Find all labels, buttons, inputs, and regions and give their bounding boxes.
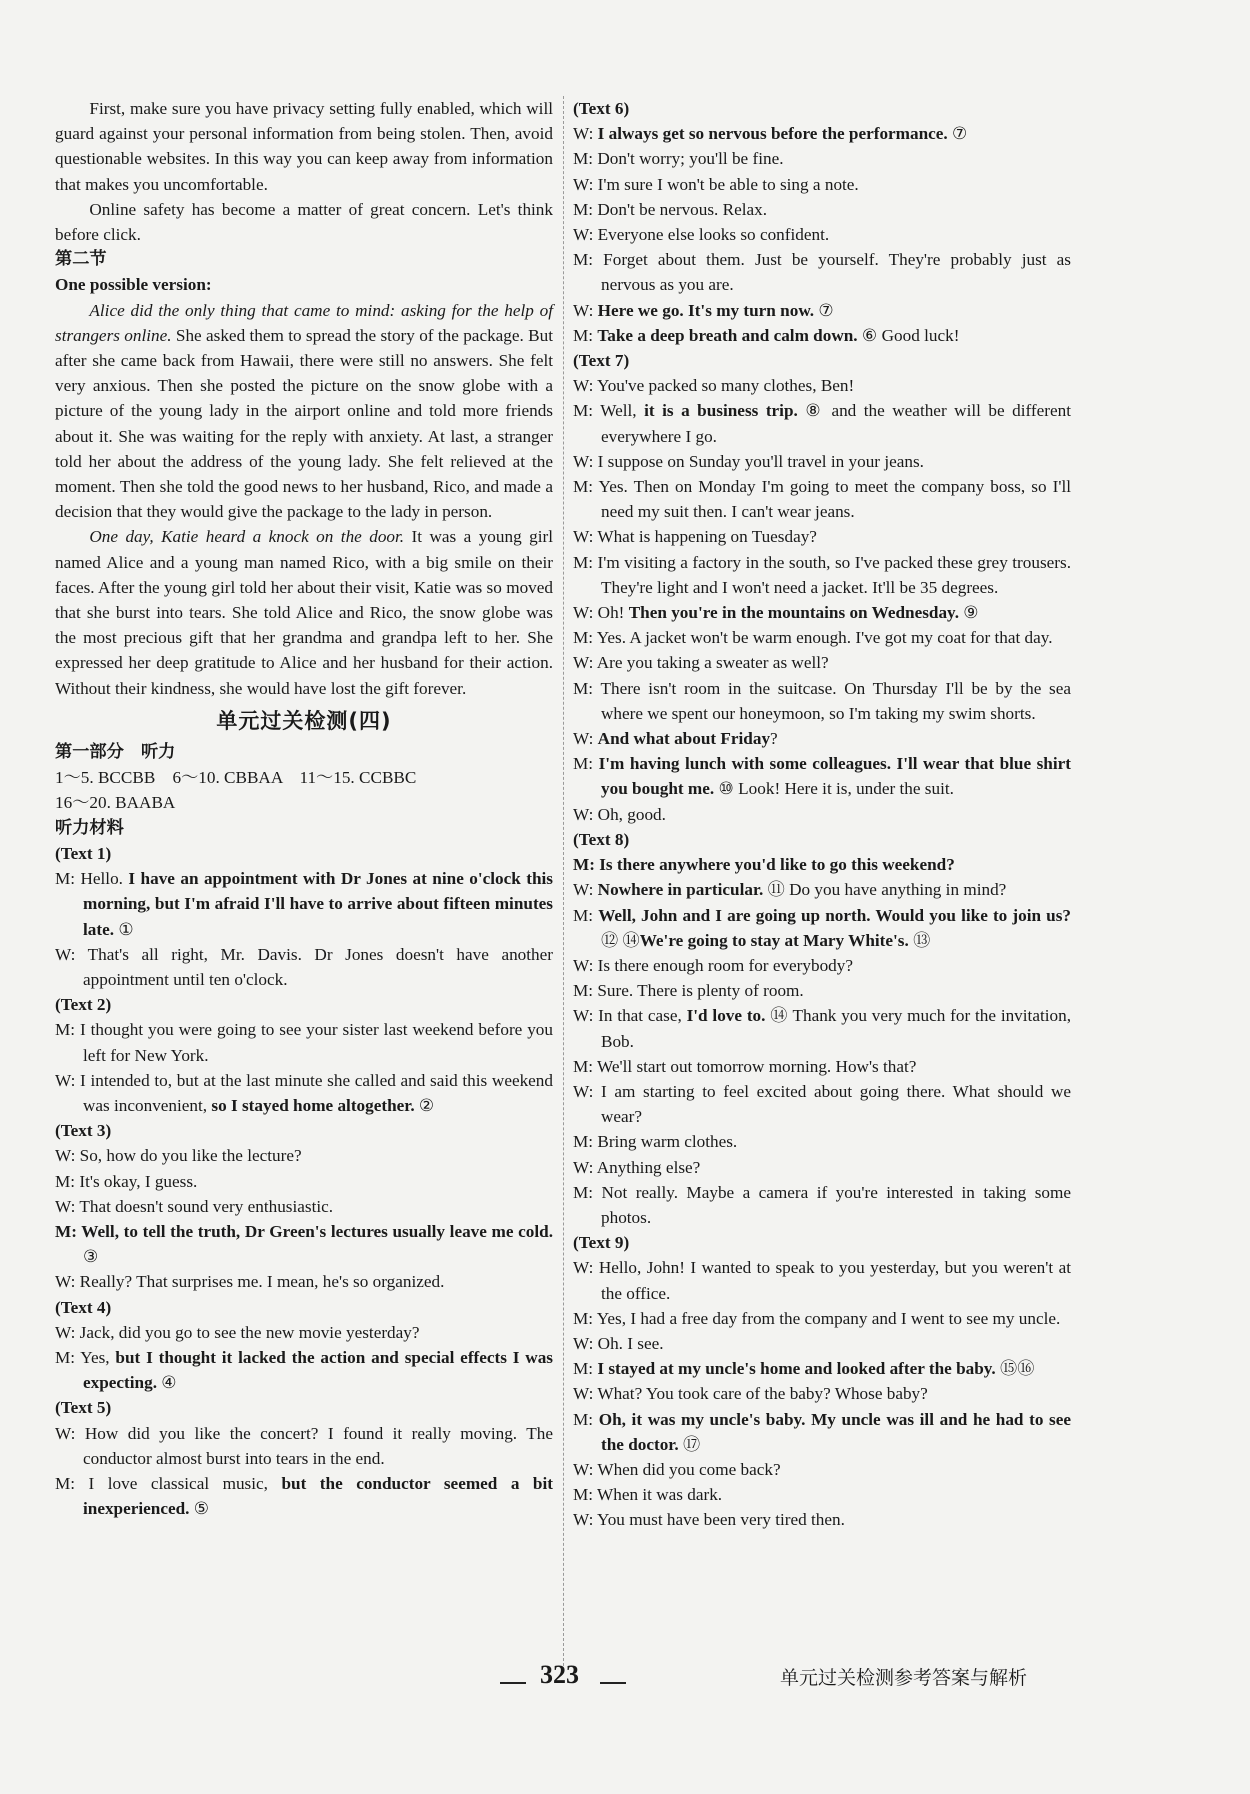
marker: ① — [114, 919, 134, 939]
column-divider — [563, 96, 564, 1666]
key-sentence: I have an appointment with Dr Jones at nine o'clock this morning, but I'm afraid I'll have to arrive about fifteen minutes late. — [83, 869, 553, 939]
paragraph: Online safety has become a matter of great concern. Let's think before click. — [55, 199, 553, 245]
page-number: 323 — [540, 1660, 579, 1689]
text-label: (Text 2) — [55, 995, 112, 1015]
marker: ⑰ — [678, 1434, 701, 1454]
dialogue-line: W: Oh. I see. — [573, 1333, 664, 1353]
dialogue-line: M: Forget about them. Just be yourself. They're probably just as nervous as you are. — [573, 250, 1071, 295]
dialogue-line — [55, 866, 553, 942]
speaker-text: M: Hello. — [55, 869, 129, 889]
dialogue-line: M: Yes. Then on Monday I'm going to meet the company boss, so I'll need my suit then. I can't wear jeans. — [573, 477, 1071, 522]
speaker-text: M: — [573, 325, 598, 345]
materials-heading: 听力材料 — [55, 817, 124, 838]
dialogue-line: M: I'm visiting a factory in the south, so I've packed these grey trousers. They're light and I won't need a jacket. It'll be 35 degrees. — [573, 552, 1071, 597]
dialogue-line: M: Is there anywhere you'd like to go this weekend? — [573, 855, 955, 875]
paragraph-text: It was a young girl named Alice and a young man named Rico, with a big smile on their faces. After the young girl told her about their visit, Katie was so moved that she burst into tears. She told Alice and Rico, the snow globe was the most precious gift that her grandma and grandpa left to her. She expressed her deep gratitude to Alice and her husband for their action. Without their kindness, she would have lost the gift forever. — [55, 527, 553, 698]
dialogue-line: W: Hello, John! I wanted to speak to you yesterday, but you weren't at the office. — [573, 1258, 1071, 1303]
key-sentence: Take a deep breath and calm down. — [597, 325, 858, 345]
dialogue-line: W: What? You took care of the baby? Whose baby? — [573, 1384, 928, 1404]
paragraph-text: She asked them to spread the story of the package. But after she came back from Hawaii, there were still no answers. She felt very anxious. Then she posted the picture on the snow globe with a picture of the young lady in the airport online and told more friends about it. She was waiting for the reply with anxiety. At last, a stranger told her about the address of the young lady. She felt relieved at the moment. Then she told the good news to her husband, Rico, and made a decision that they would give the package to the lady in person. — [55, 325, 553, 522]
dialogue-line: W: Oh, good. — [573, 804, 666, 824]
dialogue-line — [573, 1003, 1071, 1053]
dialogue-line: M: We'll start out tomorrow morning. How's that? — [573, 1056, 917, 1076]
speaker-text: W: In that case, — [573, 1006, 687, 1026]
marker: ⑭ Thank you very much for the invitation, Bob. — [601, 1006, 1071, 1051]
dialogue-line — [573, 600, 1071, 625]
marker: ③ — [83, 1247, 99, 1267]
paragraph: First, make sure you have privacy setting fully enabled, which will guard against your personal information from being stolen. Then, avoid questionable websites. In this way you can keep away from information that makes you uncomfortable. — [55, 99, 553, 194]
key-sentence: Then you're in the mountains on Wednesday. — [628, 603, 959, 623]
key-sentence: And what about Friday — [597, 729, 771, 749]
dialogue-line: M: Sure. There is plenty of room. — [573, 981, 804, 1001]
dialogue-line: M: Yes. A jacket won't be warm enough. I've got my coat for that day. — [573, 628, 1053, 648]
text-label: (Text 8) — [573, 829, 630, 849]
dialogue-line — [55, 1345, 553, 1395]
dialogue-line: W: What is happening on Tuesday? — [573, 527, 817, 547]
marker: ? — [770, 729, 778, 749]
key-sentence: so I stayed home altogether. — [211, 1095, 415, 1115]
key-sentence: I always get so nervous before the performance. — [597, 124, 948, 144]
speaker-text: W: — [573, 124, 598, 144]
paragraph — [55, 524, 553, 700]
dialogue-line: M: Don't be nervous. Relax. — [573, 199, 768, 219]
dialogue-line — [573, 1356, 1071, 1381]
answer-key-line: 16～20. BAABA — [55, 793, 176, 813]
dialogue-line: W: Really? That surprises me. I mean, he's so organized. — [55, 1272, 445, 1292]
text-label: (Text 7) — [573, 351, 630, 371]
text-label: (Text 9) — [573, 1233, 630, 1253]
dialogue-line: W: Are you taking a sweater as well? — [573, 653, 829, 673]
unit-test-title: 单元过关检测(四) — [216, 708, 392, 733]
marker: ⑤ — [189, 1499, 210, 1519]
speaker-text: W: — [573, 300, 598, 320]
dialogue-line: W: I'm sure I won't be able to sing a note. — [573, 174, 859, 194]
marker: ④ — [157, 1373, 177, 1393]
key-sentence: Well, John and I are going up north. Would you like to join us? — [598, 905, 1072, 925]
speaker-text: M: — [573, 1359, 598, 1379]
speaker-text: W: — [573, 729, 598, 749]
dialogue-line — [573, 398, 1071, 448]
speaker-text: M: — [573, 905, 599, 925]
italic-opening: Alice did the only thing that came to mind: asking for the help of strangers online. — [55, 300, 553, 345]
marker: ⑪ Do you have anything in mind? — [763, 880, 1007, 900]
dialogue-line — [573, 726, 1071, 751]
text-label: (Text 4) — [55, 1297, 112, 1317]
speaker-text: M: — [573, 754, 599, 774]
dialogue-line: M: Bring warm clothes. — [573, 1132, 738, 1152]
dialogue-line: W: I suppose on Sunday you'll travel in your jeans. — [573, 451, 924, 471]
dialogue-line: M: Not really. Maybe a camera if you're interested in taking some photos. — [573, 1182, 1071, 1227]
dialogue-line: W: Is there enough room for everybody? — [573, 955, 853, 975]
page-footer — [0, 1662, 1250, 1702]
dialogue-line: W: So, how do you like the lecture? — [55, 1146, 302, 1166]
key-sentence: Here we go. It's my turn now. — [597, 300, 815, 320]
dialogue-line: W: Everyone else looks so confident. — [573, 225, 830, 245]
marker: ⑥ Good luck! — [857, 325, 960, 345]
dialogue-line: M: Yes, I had a free day from the company and I went to see my uncle. — [573, 1308, 1061, 1328]
dialogue-line — [55, 1471, 553, 1521]
dialogue-line — [573, 877, 1071, 902]
marker: ⑩ Look! Here it is, under the suit. — [714, 779, 954, 799]
left-column — [55, 96, 553, 1521]
dialogue-line — [573, 1407, 1071, 1457]
dialogue-line: W: You've packed so many clothes, Ben! — [573, 376, 855, 396]
dialogue-line: W: That doesn't sound very enthusiastic. — [55, 1196, 334, 1216]
speaker-text: M: I love classical music, — [55, 1473, 282, 1493]
footer-dash — [600, 1682, 626, 1684]
key-sentence: I stayed at my uncle's home and looked after the baby. — [597, 1359, 996, 1379]
dialogue-line: M: I thought you were going to see your sister last weekend before you left for New York. — [55, 1020, 553, 1065]
footer-title: 单元过关检测参考答案与解析 — [780, 1667, 1028, 1689]
version-heading: One possible version: — [55, 275, 212, 295]
dialogue-line — [573, 751, 1071, 801]
speaker-text: W: I intended to, but at the last minute she called and said this weekend was inconvenient, — [55, 1070, 553, 1115]
text-label: (Text 6) — [573, 99, 630, 118]
right-column — [573, 96, 1071, 1533]
marker: ⑧ and the weather will be different everywhere I go. — [601, 401, 1071, 446]
dialogue-line: W: Jack, did you go to see the new movie yesterday? — [55, 1322, 420, 1342]
footer-dash — [500, 1682, 526, 1684]
dialogue-line: W: How did you like the concert? I found it really moving. The conductor almost burst into tears in the end. — [55, 1423, 553, 1468]
answer-key-line: 1～5. BCCBB 6～10. CBBAA 11～15. CCBBC — [55, 768, 417, 788]
dialogue-line — [573, 323, 1071, 348]
dialogue-line — [55, 1219, 553, 1269]
text-label: (Text 5) — [55, 1398, 112, 1418]
key-sentence: it is a business trip. — [644, 401, 798, 421]
key-sentence: I'd love to. — [686, 1006, 766, 1026]
speaker-text: W: Oh! — [573, 603, 629, 623]
key-sentence: but I thought it lacked the action and special effects I was expecting. — [83, 1347, 553, 1393]
dialogue-line — [573, 298, 1071, 323]
marker: ⑦ — [814, 300, 834, 320]
dialogue-line: W: You must have been very tired then. — [573, 1510, 845, 1530]
key-sentence: Oh, it was my uncle's baby. My uncle was ill and he had to see the doctor. — [598, 1409, 1071, 1454]
marker: ⑦ — [947, 124, 968, 144]
section-heading: 第二节 — [55, 249, 107, 270]
dialogue-line: M: When it was dark. — [573, 1485, 723, 1505]
marker: ⑮⑯ — [995, 1359, 1035, 1379]
marker: ② — [414, 1095, 435, 1115]
key-sentence: We're going to stay at Mary White's. — [639, 930, 909, 950]
key-sentence: M: Well, to tell the truth, Dr Green's lectures usually leave me cold. — [55, 1221, 553, 1241]
dialogue-line: W: That's all right, Mr. Davis. Dr Jones doesn't have another appointment until ten o'clock. — [55, 944, 553, 989]
speaker-text: M: Yes, — [55, 1347, 116, 1367]
dialogue-line: W: Anything else? — [573, 1157, 701, 1177]
dialogue-line: M: There isn't room in the suitcase. On Thursday I'll be by the sea where we spent our honeymoon, so I'm taking my swim shorts. — [573, 678, 1071, 723]
marker: ⑫ ⑭ — [601, 930, 640, 950]
dialogue-line — [573, 121, 1071, 146]
dialogue-line: W: When did you come back? — [573, 1459, 781, 1479]
key-sentence: but the conductor seemed a bit inexperienced. — [83, 1473, 553, 1519]
speaker-text: M: — [573, 1409, 599, 1429]
text-label: (Text 1) — [55, 843, 112, 863]
speaker-text: M: Well, — [573, 401, 645, 421]
key-sentence: Nowhere in particular. — [597, 880, 764, 900]
key-sentence: I'm having lunch with some colleagues. I'll wear that blue shirt you bought me. — [598, 754, 1071, 799]
text-label: (Text 3) — [55, 1121, 112, 1141]
dialogue-line: M: It's okay, I guess. — [55, 1171, 198, 1191]
dialogue-line: W: I am starting to feel excited about going there. What should we wear? — [573, 1081, 1071, 1127]
marker: ⑬ — [908, 930, 931, 950]
dialogue-line: M: Don't worry; you'll be fine. — [573, 149, 784, 169]
dialogue-line — [55, 1068, 553, 1118]
part-heading: 第一部分 听力 — [55, 742, 176, 763]
speaker-text: W: — [573, 880, 598, 900]
paragraph — [55, 298, 553, 525]
marker: ⑨ — [959, 603, 979, 623]
dialogue-line — [573, 903, 1071, 953]
italic-opening: One day, Katie heard a knock on the door. — [89, 527, 405, 547]
